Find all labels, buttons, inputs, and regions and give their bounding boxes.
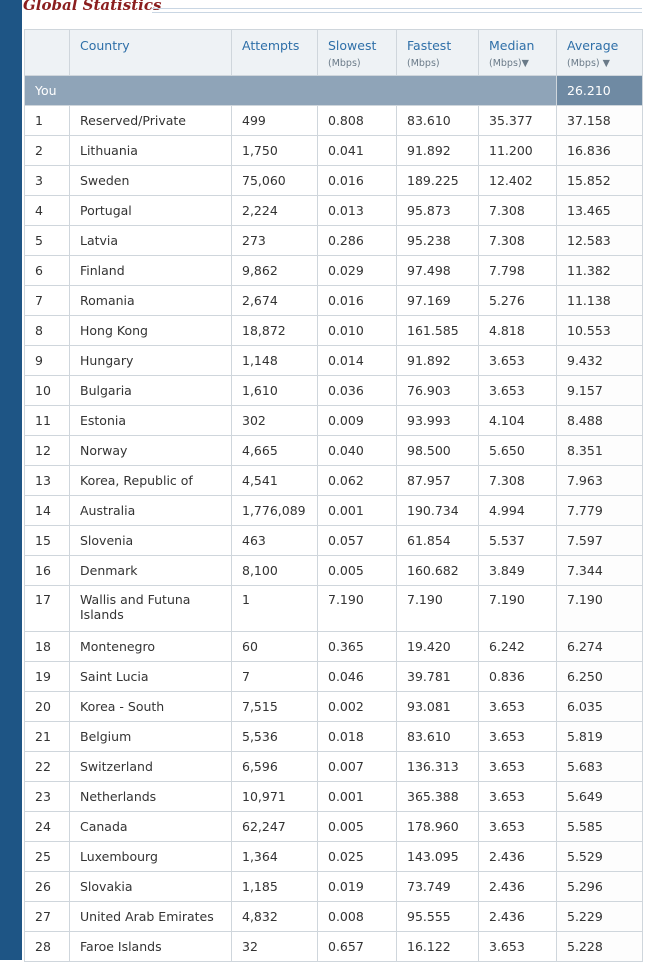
table-row <box>25 136 643 166</box>
rank-cell: 8 <box>25 316 70 346</box>
median-cell: 3.653 <box>479 932 557 962</box>
table-row <box>25 752 643 782</box>
rank-cell: 21 <box>25 722 70 752</box>
slowest-cell: 0.002 <box>318 692 397 722</box>
country-cell: Hungary <box>70 346 232 376</box>
table-row <box>25 316 643 346</box>
average-cell: 5.585 <box>557 812 643 842</box>
rank-cell: 22 <box>25 752 70 782</box>
fastest-cell: 95.238 <box>397 226 479 256</box>
fastest-cell: 98.500 <box>397 436 479 466</box>
attempts-cell: 2,224 <box>232 196 318 226</box>
attempts-cell: 7 <box>232 662 318 692</box>
average-cell: 10.553 <box>557 316 643 346</box>
table-row <box>25 196 643 226</box>
fastest-cell: 73.749 <box>397 872 479 902</box>
you-average: 26.210 <box>557 76 643 106</box>
median-cell: 6.242 <box>479 632 557 662</box>
attempts-cell: 10,971 <box>232 782 318 812</box>
median-cell: 35.377 <box>479 106 557 136</box>
average-cell: 12.583 <box>557 226 643 256</box>
table-row <box>25 872 643 902</box>
slowest-cell: 0.286 <box>318 226 397 256</box>
median-cell: 7.308 <box>479 226 557 256</box>
fastest-cell: 143.095 <box>397 842 479 872</box>
rank-cell: 14 <box>25 496 70 526</box>
attempts-cell: 273 <box>232 226 318 256</box>
fastest-cell: 93.081 <box>397 692 479 722</box>
fastest-cell: 190.734 <box>397 496 479 526</box>
table-row <box>25 406 643 436</box>
global-statistics-table <box>24 29 643 962</box>
slowest-cell: 0.040 <box>318 436 397 466</box>
header-attempts-label[interactable]: Attempts <box>242 38 300 53</box>
header-median-label[interactable]: Median <box>489 38 535 53</box>
fastest-cell: 91.892 <box>397 346 479 376</box>
average-cell: 8.351 <box>557 436 643 466</box>
rank-cell: 10 <box>25 376 70 406</box>
slowest-cell: 0.010 <box>318 316 397 346</box>
average-cell: 5.649 <box>557 782 643 812</box>
slowest-cell: 0.009 <box>318 406 397 436</box>
rank-cell: 20 <box>25 692 70 722</box>
average-cell: 7.779 <box>557 496 643 526</box>
rank-cell: 23 <box>25 782 70 812</box>
rank-cell: 11 <box>25 406 70 436</box>
rank-cell: 16 <box>25 556 70 586</box>
fastest-cell: 7.190 <box>397 586 479 632</box>
slowest-cell: 0.013 <box>318 196 397 226</box>
table-row <box>25 812 643 842</box>
slowest-cell: 0.029 <box>318 256 397 286</box>
fastest-cell: 136.313 <box>397 752 479 782</box>
average-cell: 9.432 <box>557 346 643 376</box>
table-row <box>25 436 643 466</box>
title-divider <box>152 8 642 13</box>
average-cell: 5.819 <box>557 722 643 752</box>
median-cell: 3.653 <box>479 692 557 722</box>
fastest-cell: 91.892 <box>397 136 479 166</box>
table-row <box>25 166 643 196</box>
slowest-cell: 0.007 <box>318 752 397 782</box>
slowest-cell: 0.036 <box>318 376 397 406</box>
rank-cell: 27 <box>25 902 70 932</box>
fastest-cell: 95.873 <box>397 196 479 226</box>
table-header-row <box>25 30 643 76</box>
attempts-cell: 4,541 <box>232 466 318 496</box>
average-cell: 11.138 <box>557 286 643 316</box>
slowest-cell: 0.018 <box>318 722 397 752</box>
slowest-cell: 0.001 <box>318 496 397 526</box>
average-cell: 7.344 <box>557 556 643 586</box>
country-cell: Canada <box>70 812 232 842</box>
fastest-cell: 83.610 <box>397 722 479 752</box>
average-cell: 7.963 <box>557 466 643 496</box>
country-cell: Luxembourg <box>70 842 232 872</box>
rank-cell: 12 <box>25 436 70 466</box>
header-fastest-unit: (Mbps) <box>407 58 440 69</box>
header-country-label[interactable]: Country <box>80 38 130 53</box>
median-cell: 5.650 <box>479 436 557 466</box>
fastest-cell: 76.903 <box>397 376 479 406</box>
header-slowest[interactable] <box>318 30 397 76</box>
rank-cell: 9 <box>25 346 70 376</box>
country-cell: United Arab Emirates <box>70 902 232 932</box>
country-cell: Hong Kong <box>70 316 232 346</box>
header-fastest[interactable] <box>397 30 479 76</box>
country-cell: Finland <box>70 256 232 286</box>
fastest-cell: 95.555 <box>397 902 479 932</box>
attempts-cell: 4,832 <box>232 902 318 932</box>
country-cell: Netherlands <box>70 782 232 812</box>
average-cell: 5.529 <box>557 842 643 872</box>
fastest-cell: 161.585 <box>397 316 479 346</box>
attempts-cell: 499 <box>232 106 318 136</box>
country-cell: Sweden <box>70 166 232 196</box>
slowest-cell: 0.008 <box>318 902 397 932</box>
country-cell: Lithuania <box>70 136 232 166</box>
slowest-cell: 0.046 <box>318 662 397 692</box>
table-row <box>25 842 643 872</box>
attempts-cell: 302 <box>232 406 318 436</box>
slowest-cell: 0.057 <box>318 526 397 556</box>
country-cell: Slovakia <box>70 872 232 902</box>
slowest-cell: 0.365 <box>318 632 397 662</box>
average-cell: 11.382 <box>557 256 643 286</box>
slowest-cell: 0.808 <box>318 106 397 136</box>
fastest-cell: 93.993 <box>397 406 479 436</box>
country-cell: Reserved/Private <box>70 106 232 136</box>
table-row <box>25 226 643 256</box>
average-cell: 6.035 <box>557 692 643 722</box>
table-row <box>25 902 643 932</box>
country-cell: Saint Lucia <box>70 662 232 692</box>
average-cell: 5.228 <box>557 932 643 962</box>
table-row <box>25 526 643 556</box>
median-cell: 3.849 <box>479 556 557 586</box>
median-cell: 4.994 <box>479 496 557 526</box>
fastest-cell: 97.498 <box>397 256 479 286</box>
median-cell: 3.653 <box>479 782 557 812</box>
average-cell: 5.229 <box>557 902 643 932</box>
slowest-cell: 0.019 <box>318 872 397 902</box>
median-cell: 2.436 <box>479 902 557 932</box>
attempts-cell: 7,515 <box>232 692 318 722</box>
country-cell: Norway <box>70 436 232 466</box>
median-cell: 5.537 <box>479 526 557 556</box>
average-cell: 5.683 <box>557 752 643 782</box>
table-row <box>25 346 643 376</box>
rank-cell: 18 <box>25 632 70 662</box>
rank-cell: 7 <box>25 286 70 316</box>
median-cell: 3.653 <box>479 376 557 406</box>
table-row <box>25 662 643 692</box>
average-cell: 16.836 <box>557 136 643 166</box>
country-cell: Latvia <box>70 226 232 256</box>
country-cell: Switzerland <box>70 752 232 782</box>
country-cell: Korea - South <box>70 692 232 722</box>
slowest-cell: 0.005 <box>318 812 397 842</box>
rank-cell: 24 <box>25 812 70 842</box>
attempts-cell: 1,776,089 <box>232 496 318 526</box>
average-cell: 7.190 <box>557 586 643 632</box>
fastest-cell: 39.781 <box>397 662 479 692</box>
fastest-cell: 97.169 <box>397 286 479 316</box>
table-row <box>25 286 643 316</box>
header-slowest-unit: (Mbps) <box>328 58 361 69</box>
left-sidebar-strip <box>0 0 22 960</box>
rank-cell: 2 <box>25 136 70 166</box>
rank-cell: 4 <box>25 196 70 226</box>
fastest-cell: 19.420 <box>397 632 479 662</box>
country-cell: Faroe Islands <box>70 932 232 962</box>
average-cell: 6.274 <box>557 632 643 662</box>
attempts-cell: 463 <box>232 526 318 556</box>
median-cell: 3.653 <box>479 812 557 842</box>
attempts-cell: 1,364 <box>232 842 318 872</box>
average-cell: 15.852 <box>557 166 643 196</box>
rank-cell: 28 <box>25 932 70 962</box>
average-cell: 6.250 <box>557 662 643 692</box>
median-cell: 11.200 <box>479 136 557 166</box>
slowest-cell: 0.041 <box>318 136 397 166</box>
header-attempts[interactable] <box>232 30 318 76</box>
country-cell: Denmark <box>70 556 232 586</box>
table-row <box>25 376 643 406</box>
country-cell: Slovenia <box>70 526 232 556</box>
slowest-cell: 0.025 <box>318 842 397 872</box>
rank-cell: 26 <box>25 872 70 902</box>
slowest-cell: 0.016 <box>318 166 397 196</box>
average-cell: 9.157 <box>557 376 643 406</box>
average-cell: 37.158 <box>557 106 643 136</box>
table-row <box>25 106 643 136</box>
attempts-cell: 8,100 <box>232 556 318 586</box>
rank-cell: 6 <box>25 256 70 286</box>
country-cell: Romania <box>70 286 232 316</box>
median-cell: 3.653 <box>479 346 557 376</box>
fastest-cell: 87.957 <box>397 466 479 496</box>
median-cell: 2.436 <box>479 872 557 902</box>
rank-cell: 13 <box>25 466 70 496</box>
slowest-cell: 0.016 <box>318 286 397 316</box>
median-cell: 7.308 <box>479 466 557 496</box>
country-cell: Wallis and Futuna Islands <box>70 586 232 632</box>
attempts-cell: 4,665 <box>232 436 318 466</box>
attempts-cell: 2,674 <box>232 286 318 316</box>
rank-cell: 1 <box>25 106 70 136</box>
median-cell: 12.402 <box>479 166 557 196</box>
fastest-cell: 83.610 <box>397 106 479 136</box>
table-row <box>25 692 643 722</box>
table-row <box>25 586 643 632</box>
fastest-cell: 61.854 <box>397 526 479 556</box>
average-cell: 5.296 <box>557 872 643 902</box>
you-label: You <box>25 76 557 106</box>
attempts-cell: 1,750 <box>232 136 318 166</box>
header-median-unit: (Mbps)▼ <box>489 58 529 69</box>
header-average-label[interactable]: Average <box>567 38 619 53</box>
attempts-cell: 1,610 <box>232 376 318 406</box>
country-cell: Australia <box>70 496 232 526</box>
header-average[interactable] <box>557 30 643 76</box>
attempts-cell: 75,060 <box>232 166 318 196</box>
fastest-cell: 365.388 <box>397 782 479 812</box>
rank-cell: 3 <box>25 166 70 196</box>
country-cell: Estonia <box>70 406 232 436</box>
header-median[interactable] <box>479 30 557 76</box>
you-row <box>25 76 643 106</box>
median-cell: 0.836 <box>479 662 557 692</box>
table-row <box>25 722 643 752</box>
fastest-cell: 178.960 <box>397 812 479 842</box>
attempts-cell: 1,185 <box>232 872 318 902</box>
header-rank <box>25 30 70 76</box>
slowest-cell: 0.005 <box>318 556 397 586</box>
attempts-cell: 5,536 <box>232 722 318 752</box>
attempts-cell: 9,862 <box>232 256 318 286</box>
attempts-cell: 1 <box>232 586 318 632</box>
median-cell: 3.653 <box>479 722 557 752</box>
median-cell: 3.653 <box>479 752 557 782</box>
country-cell: Korea, Republic of <box>70 466 232 496</box>
median-cell: 4.104 <box>479 406 557 436</box>
median-cell: 2.436 <box>479 842 557 872</box>
country-cell: Belgium <box>70 722 232 752</box>
average-cell: 8.488 <box>557 406 643 436</box>
rank-cell: 15 <box>25 526 70 556</box>
fastest-cell: 189.225 <box>397 166 479 196</box>
rank-cell: 25 <box>25 842 70 872</box>
attempts-cell: 1,148 <box>232 346 318 376</box>
median-cell: 5.276 <box>479 286 557 316</box>
table-row <box>25 256 643 286</box>
rank-cell: 19 <box>25 662 70 692</box>
median-cell: 4.818 <box>479 316 557 346</box>
country-cell: Portugal <box>70 196 232 226</box>
median-cell: 7.190 <box>479 586 557 632</box>
average-cell: 7.597 <box>557 526 643 556</box>
fastest-cell: 160.682 <box>397 556 479 586</box>
table-row <box>25 496 643 526</box>
rank-cell: 5 <box>25 226 70 256</box>
header-country[interactable] <box>70 30 232 76</box>
attempts-cell: 18,872 <box>232 316 318 346</box>
slowest-cell: 0.001 <box>318 782 397 812</box>
slowest-cell: 7.190 <box>318 586 397 632</box>
fastest-cell: 16.122 <box>397 932 479 962</box>
slowest-cell: 0.014 <box>318 346 397 376</box>
header-slowest-label[interactable]: Slowest <box>328 38 377 53</box>
table-row <box>25 632 643 662</box>
attempts-cell: 60 <box>232 632 318 662</box>
header-fastest-label[interactable]: Fastest <box>407 38 452 53</box>
page-title: Global Statistics <box>23 0 162 14</box>
rank-cell: 17 <box>25 586 70 632</box>
table-row <box>25 556 643 586</box>
table-row <box>25 932 643 962</box>
attempts-cell: 62,247 <box>232 812 318 842</box>
median-cell: 7.308 <box>479 196 557 226</box>
slowest-cell: 0.657 <box>318 932 397 962</box>
attempts-cell: 32 <box>232 932 318 962</box>
average-cell: 13.465 <box>557 196 643 226</box>
header-average-unit: (Mbps) ▼ <box>567 58 610 69</box>
table-row <box>25 782 643 812</box>
attempts-cell: 6,596 <box>232 752 318 782</box>
median-cell: 7.798 <box>479 256 557 286</box>
table-row <box>25 466 643 496</box>
country-cell: Bulgaria <box>70 376 232 406</box>
slowest-cell: 0.062 <box>318 466 397 496</box>
country-cell: Montenegro <box>70 632 232 662</box>
